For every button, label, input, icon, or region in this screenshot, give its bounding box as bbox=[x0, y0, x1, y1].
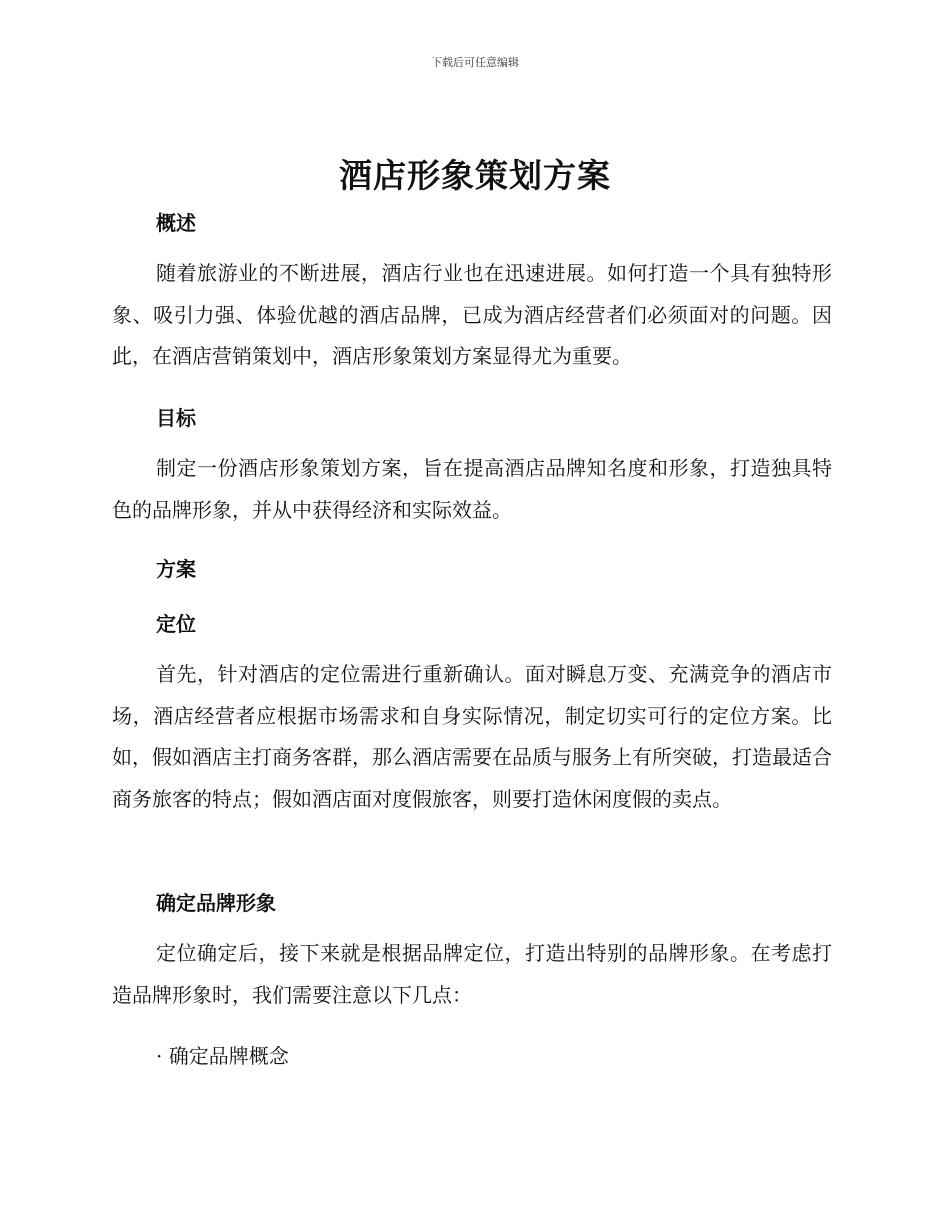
paragraph-positioning: 首先，针对酒店的定位需进行重新确认。面对瞬息万变、充满竞争的酒店市场，酒店经营者应根据市场需求和自身实际情况，制定切实可行的定位方案。比如，假如酒店主打商务客群，那么酒店需要在品质与服务上有所突破，打造最适合商务旅客的特点；假如酒店面对度假旅客，则要打造休闲度假的卖点。 bbox=[112, 662, 832, 811]
heading-goal: 目标 bbox=[156, 406, 196, 430]
heading-brand-image: 确定品牌形象 bbox=[156, 891, 276, 915]
heading-plan: 方案 bbox=[156, 557, 196, 581]
paragraph-brand-image: 定位确定后，接下来就是根据品牌定位，打造出特别的品牌形象。在考虑打造品牌形象时，我们需要注意以下几点： bbox=[112, 941, 832, 1007]
bullet-brand-concept: · 确定品牌概念 bbox=[156, 1044, 289, 1068]
heading-overview: 概述 bbox=[156, 211, 196, 235]
header-note: 下载后可任意编辑 bbox=[431, 56, 519, 69]
heading-positioning: 定位 bbox=[156, 612, 196, 636]
paragraph-goal: 制定一份酒店形象策划方案，旨在提高酒店品牌知名度和形象，打造独具特色的品牌形象，并从中获得经济和实际效益。 bbox=[112, 456, 832, 522]
document-title: 酒店形象策划方案 bbox=[339, 156, 611, 195]
paragraph-overview: 随着旅游业的不断进展，酒店行业也在迅速进展。如何打造一个具有独特形象、吸引力强、体验优越的酒店品牌，已成为酒店经营者们必须面对的问题。因此，在酒店营销策划中，酒店形象策划方案显得尤为重要。 bbox=[112, 261, 832, 368]
